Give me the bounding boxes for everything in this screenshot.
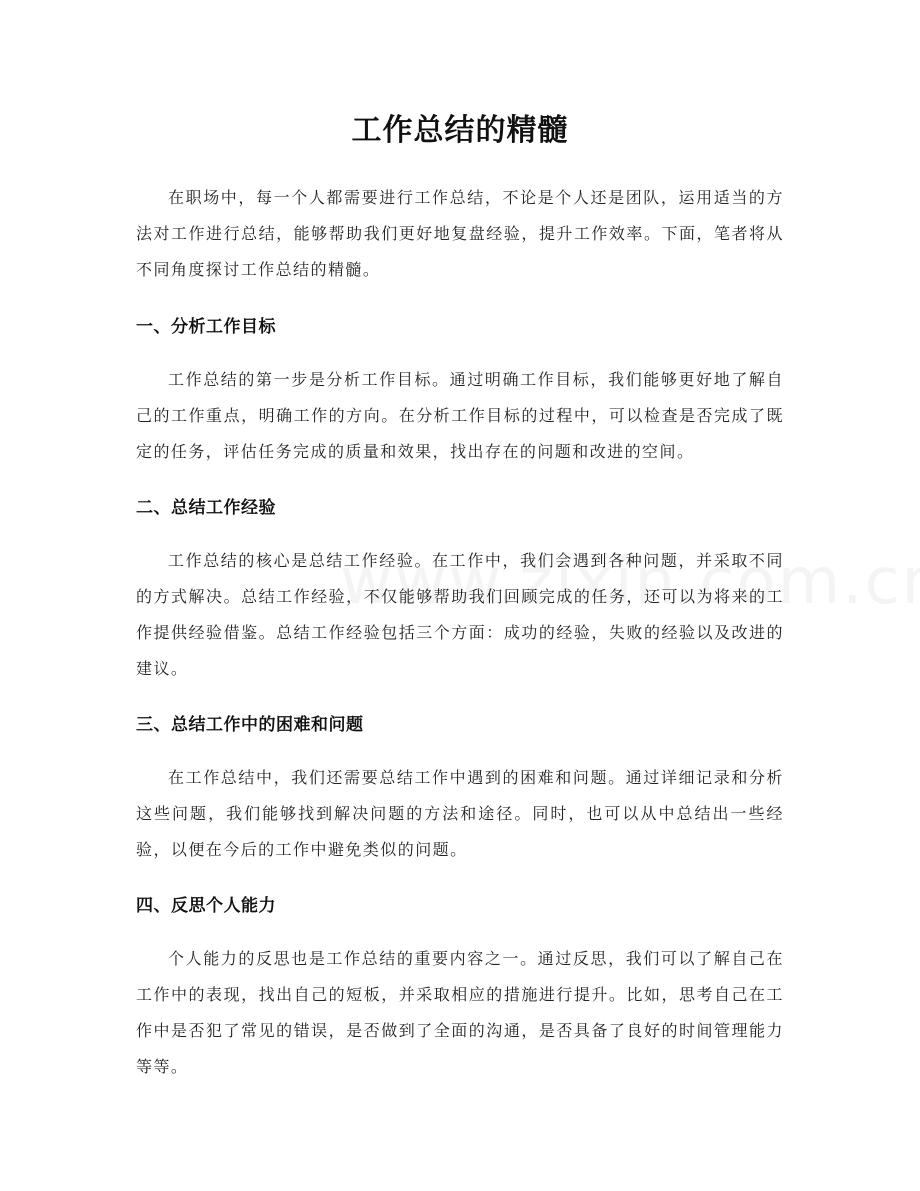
section-heading-1: 一、分析工作目标 bbox=[136, 317, 276, 337]
section-body-2: 工作总结的核心是总结工作经验。在工作中，我们会遇到各种问题，并采取不同的方式解决。总结工作经验，不仅能够帮助我们回顾完成的任务，还可以为将来的工作提供经验借鉴。总结工作经验包括三个方面：成功的经验，失败的经验以及改进的建议。 bbox=[136, 551, 784, 678]
section-body-3: 在工作总结中，我们还需要总结工作中遇到的困难和问题。通过详细记录和分析这些问题，我们能够找到解决问题的方法和途径。同时，也可以从中总结出一些经验，以便在今后的工作中避免类似的问题。 bbox=[136, 768, 784, 859]
section-body-4: 个人能力的反思也是工作总结的重要内容之一。通过反思，我们可以了解自己在工作中的表现，找出自己的短板，并采取相应的措施进行提升。比如，思考自己在工作中是否犯了常见的错误，是否做到了全面的沟通，是否具备了良好的时间管理能力等等。 bbox=[136, 949, 784, 1076]
section-heading-3: 三、总结工作中的困难和问题 bbox=[136, 715, 364, 735]
intro-paragraph: 在职场中，每一个人都需要进行工作总结，不论是个人还是团队，运用适当的方法对工作进行总结，能够帮助我们更好地复盘经验，提升工作效率。下面，笔者将从不同角度探讨工作总结的精髓。 bbox=[136, 188, 784, 279]
section-heading-4: 四、反思个人能力 bbox=[136, 896, 276, 916]
document-title: 工作总结的精髓 bbox=[351, 113, 569, 148]
section-body-1: 工作总结的第一步是分析工作目标。通过明确工作目标，我们能够更好地了解自己的工作重点，明确工作的方向。在分析工作目标的过程中，可以检查是否完成了既定的任务，评估任务完成的质量和效果，找出存在的问题和改进的空间。 bbox=[136, 370, 784, 461]
section-heading-2: 二、总结工作经验 bbox=[136, 498, 276, 518]
